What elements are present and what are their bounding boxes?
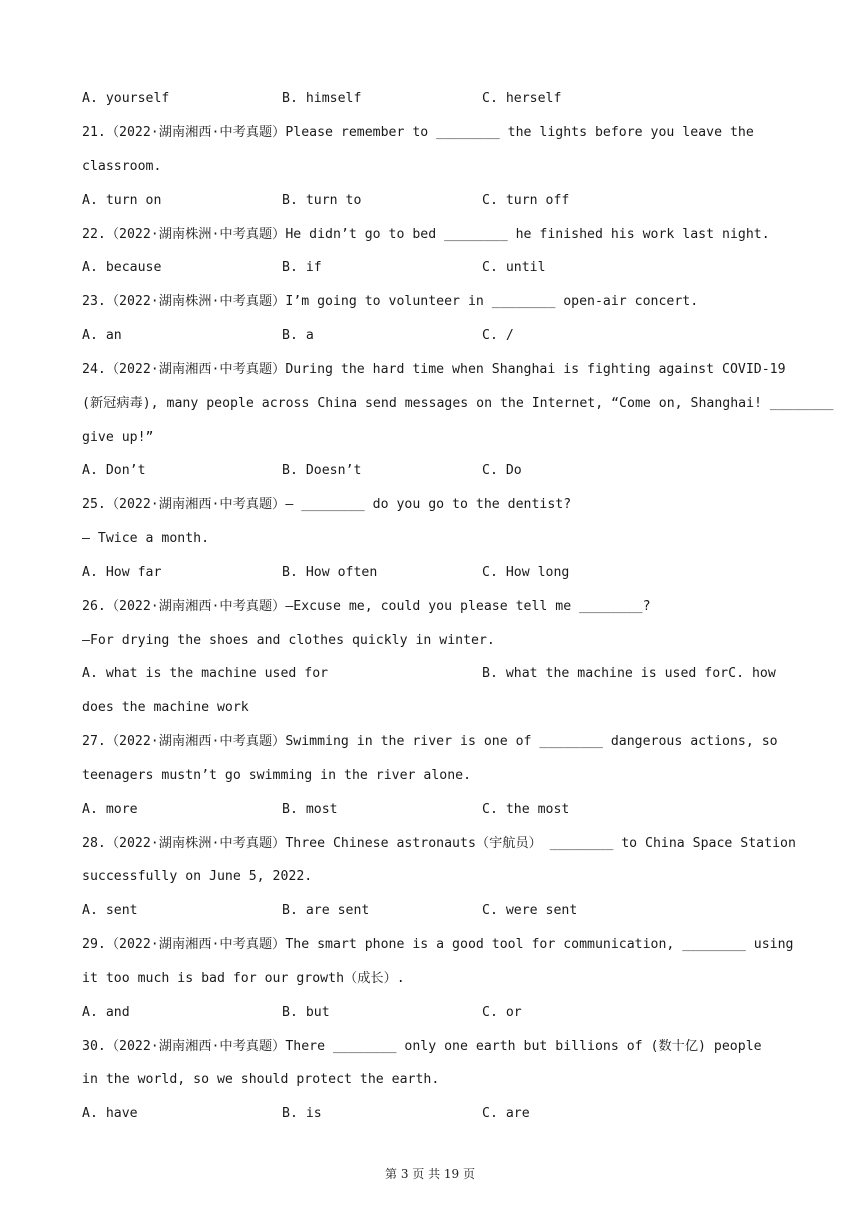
option-b: B. turn to <box>282 193 362 208</box>
option-a: A. How far <box>82 565 162 580</box>
question-29-text: 29.（2022·湖南湘西·中考真题）The smart phone is a good tool for communication, ________ using <box>82 937 794 952</box>
option-b: B. How often <box>282 565 378 580</box>
question-25-text-cont: — Twice a month. <box>82 531 210 546</box>
question-26-text: 26.（2022·湖南湘西·中考真题）—Excuse me, could you please tell me ________? <box>82 599 651 614</box>
question-26-text-cont: —For drying the shoes and clothes quickly in winter. <box>82 633 495 648</box>
option-b: B. himself <box>282 91 362 106</box>
question-28-text-cont: successfully on June 5, 2022. <box>82 869 313 884</box>
option-a: A. have <box>82 1106 138 1121</box>
question-21-text: 21.（2022·湖南湘西·中考真题）Please remember to ________ the lights before you leave the <box>82 125 754 140</box>
option-b: B. a <box>282 328 314 343</box>
option-b: B. but <box>282 1005 330 1020</box>
option-c: C. or <box>482 1005 522 1020</box>
option-c: C. were sent <box>482 903 578 918</box>
option-a: A. and <box>82 1005 130 1020</box>
question-24-text-cont: give up!” <box>82 430 154 445</box>
question-23-text: 23.（2022·湖南株洲·中考真题）I’m going to volunteer in ________ open-air concert. <box>82 294 699 309</box>
question-25-text: 25.（2022·湖南湘西·中考真题）— ________ do you go to the dentist? <box>82 497 572 512</box>
option-c-cont: does the machine work <box>82 700 249 715</box>
option-b: B. most <box>282 802 338 817</box>
question-24-text-cont: (新冠病毒), many people across China send messages on the Internet, “Come on, Shanghai! ________ <box>82 396 834 411</box>
option-a: A. turn on <box>82 193 162 208</box>
option-c: C. How long <box>482 565 570 580</box>
question-30-text: 30.（2022·湖南湘西·中考真题）There ________ only one earth but billions of (数十亿) people <box>82 1039 762 1054</box>
question-27-text-cont: teenagers mustn’t go swimming in the river alone. <box>82 768 472 783</box>
option-a: A. more <box>82 802 138 817</box>
option-b: B. is <box>282 1106 322 1121</box>
option-b: B. are sent <box>282 903 370 918</box>
option-a: A. Don’t <box>82 463 146 478</box>
option-b: B. if <box>282 260 322 275</box>
option-c: C. are <box>482 1106 530 1121</box>
option-c: C. turn off <box>482 193 570 208</box>
option-c: C. until <box>482 260 546 275</box>
option-a: A. an <box>82 328 122 343</box>
question-30-text-cont: in the world, so we should protect the earth. <box>82 1072 440 1087</box>
question-22-text: 22.（2022·湖南株洲·中考真题）He didn’t go to bed ________ he finished his work last night. <box>82 227 770 242</box>
option-c: C. / <box>482 328 514 343</box>
question-29-text-cont: it too much is bad for our growth（成长）. <box>82 971 405 986</box>
question-28-text: 28.（2022·湖南株洲·中考真题）Three Chinese astronauts（宇航员） ________ to China Space Station <box>82 836 796 851</box>
option-a: A. yourself <box>82 91 170 106</box>
option-a: A. sent <box>82 903 138 918</box>
question-21-text-cont: classroom. <box>82 159 162 174</box>
page-number-footer: 第 3 页 共 19 页 <box>385 1167 475 1181</box>
option-b: B. Doesn’t <box>282 463 362 478</box>
option-a: A. what is the machine used for <box>82 666 329 681</box>
option-c: C. herself <box>482 91 562 106</box>
option-a: A. because <box>82 260 162 275</box>
question-27-text: 27.（2022·湖南湘西·中考真题）Swimming in the river is one of ________ dangerous actions, so <box>82 734 778 749</box>
question-24-text: 24.（2022·湖南湘西·中考真题）During the hard time when Shanghai is fighting against COVID-19 <box>82 362 786 377</box>
option-b: B. what the machine is used forC. how <box>482 666 776 681</box>
option-c: C. Do <box>482 463 522 478</box>
option-c: C. the most <box>482 802 570 817</box>
